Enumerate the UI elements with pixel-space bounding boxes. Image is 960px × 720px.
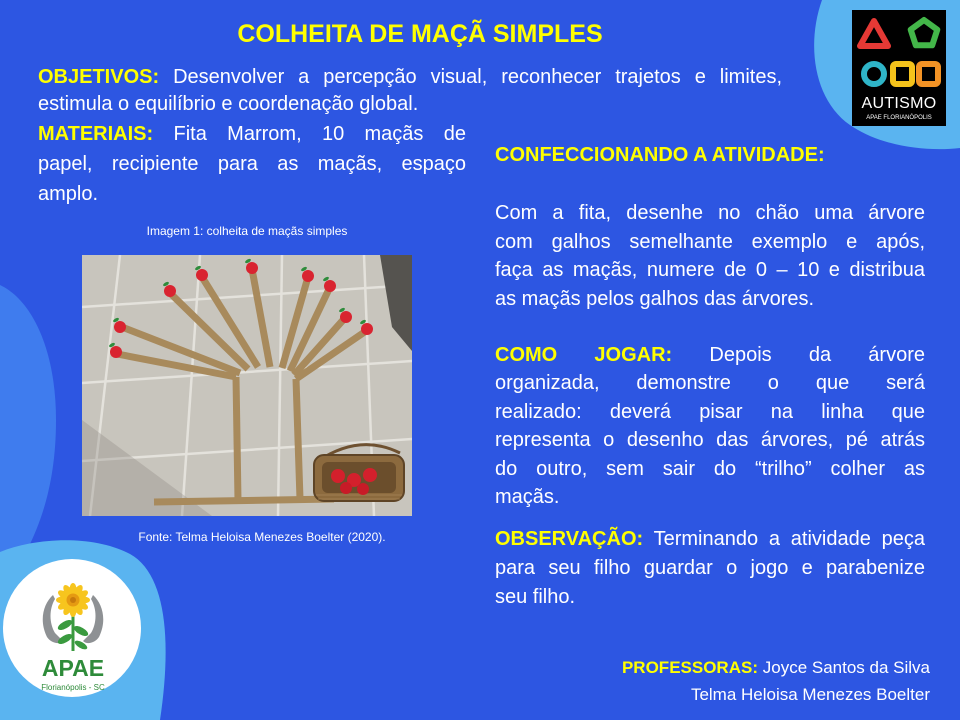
como-jogar-label: COMO JOGAR: [495,344,673,366]
como-jogar-line: representa o desenho das árvores, pé atrás [495,429,925,452]
triangle-icon [860,21,888,46]
pentagon-icon [911,20,938,45]
professora-name: Telma Heloisa Menezes Boelter [690,685,930,704]
observacao-block [495,525,925,612]
observacao-text: Terminando a atividade peça [653,528,925,550]
como-jogar-line: do outro, sem sair do “trilho” colher as [495,457,925,480]
activity-photo [82,255,412,516]
observacao-line: seu filho. [495,586,576,608]
como-jogar-block [495,341,925,511]
como-jogar-line: realizado: deverá pisar na linha que [495,400,925,423]
confeccionando-block [495,199,925,314]
materiais-line: papel, recipiente para as maçãs, espaço [38,153,466,175]
como-jogar-line: maçãs. [495,486,560,509]
autismo-logo-shapes [852,10,946,94]
activity-photo-drawing [82,255,412,516]
basket-apple [340,482,352,494]
professoras-line [600,654,930,681]
orange-square-icon [919,64,938,84]
basket-apple [357,483,369,495]
confeccionando-heading: CONFECCIONANDO A ATIVIDADE: [495,144,825,166]
como-jogar-line [495,341,925,369]
observacao-label: OBSERVAÇÃO: [495,528,644,550]
autismo-logo [852,10,946,126]
materiais-line [38,119,466,149]
observacao-line [495,525,925,554]
objetivos-line [38,64,782,91]
tape-trunk-left [236,377,238,500]
mid-blue-wave-left [0,285,56,562]
apae-logo [3,559,141,697]
tape-trunk-right [296,379,300,499]
objetivos-block [38,64,782,118]
apae-logo-mark [3,559,143,655]
como-jogar-line: organizada, demonstre o que será [495,372,925,395]
circle-icon [864,64,884,84]
autismo-logo-title: AUTISMO [861,95,937,112]
confeccionando-line: faça as maçãs, numere de 0 – 10 e distribua [495,259,925,282]
materiais-line: amplo. [38,183,99,205]
confeccionando-line: as maçãs pelos galhos das árvores. [495,288,815,311]
professora-name: Joyce Santos da Silva [762,658,930,677]
autismo-logo-subtitle: APAE FLORIANÓPOLIS [866,115,932,121]
basket-apple [331,469,345,483]
tape-ground-line [154,499,334,502]
confeccionando-line: Com a fita, desenhe no chão uma árvore [495,202,925,224]
objetivos-line: estimula o equilíbrio e coordenação global. [38,93,419,115]
apae-logo-city: Florianópolis - SC [41,683,105,692]
observacao-line: para seu filho guardar o jogo e parabenize [495,557,925,579]
stem-icon [56,613,89,651]
objetivos-text: Desenvolver a percepção visual, reconhecer trajetos e limites, [173,66,782,88]
yellow-square-icon [893,64,912,84]
figure-source: Fonte: Telma Heloisa Menezes Boelter (2020). [138,530,386,544]
basket-apple [363,468,377,482]
slide-title: COLHEITA DE MAÇÃ SIMPLES [237,20,603,48]
como-jogar-text: Depois da árvore [709,344,925,366]
materiais-text: Fita Marrom, 10 maçãs de [173,123,466,145]
materiais-block [38,119,466,209]
objetivos-label: OBJETIVOS: [38,66,160,88]
confeccionando-line: com galhos semelhante exemplo e após, [495,230,925,253]
apae-logo-name: APAE [41,655,105,681]
sunflower-icon [56,583,90,617]
figure-caption: Imagem 1: colheita de maçãs simples [146,224,348,238]
professoras-label: PROFESSORAS: [621,658,758,677]
materiais-label: MATERIAIS: [38,123,154,145]
professoras-block [600,654,930,708]
